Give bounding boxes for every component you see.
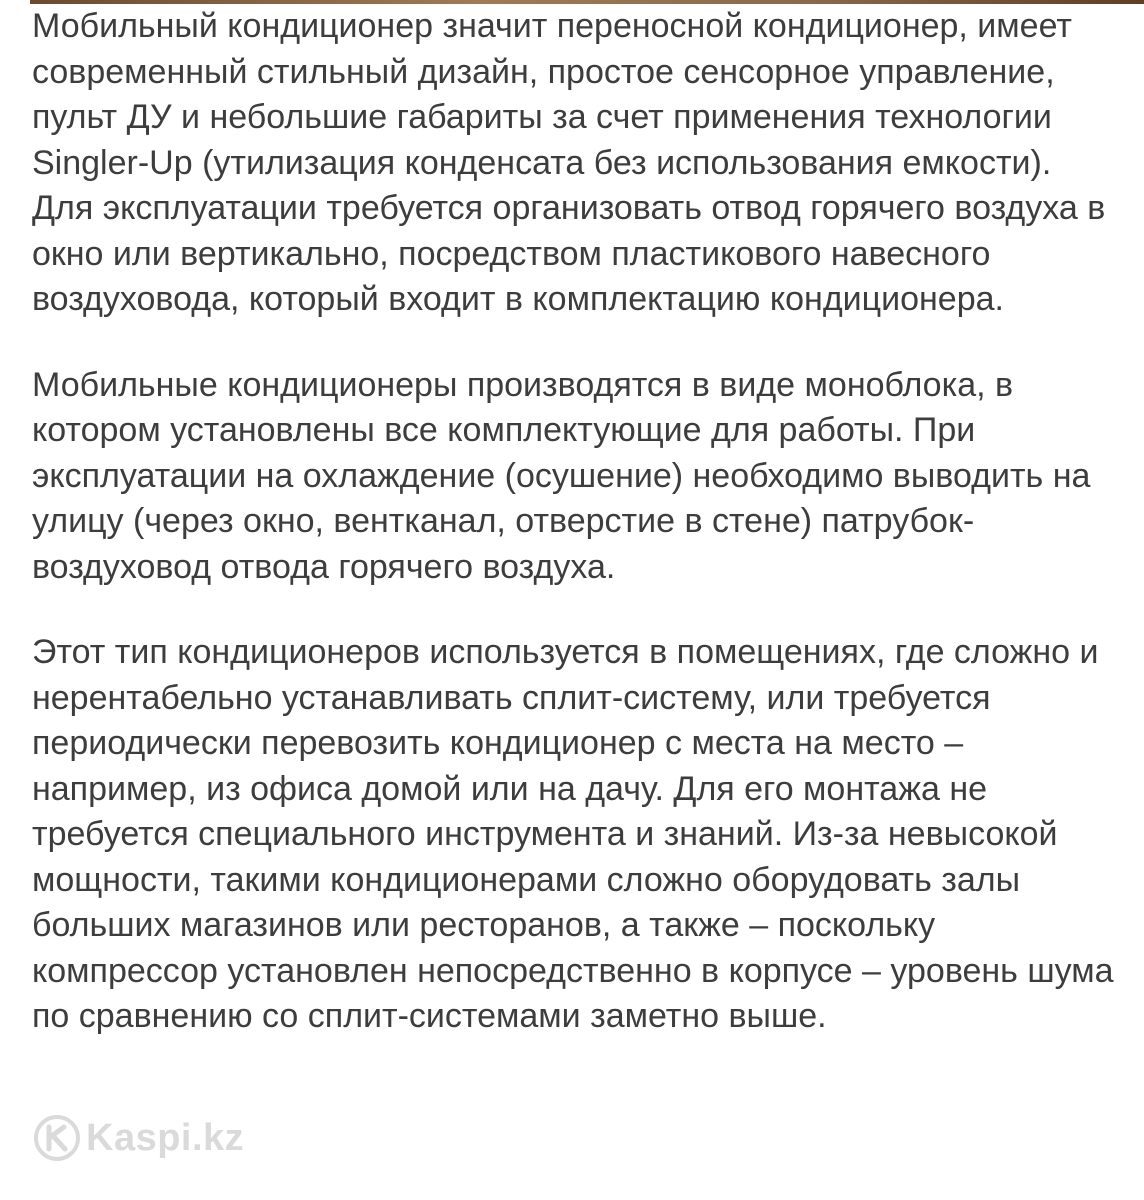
paragraph-3: Этот тип кондиционеров используется в помещениях, где сложно и нерентабельно устанавливать сплит-систему, или требуется периодически перевозить кондиционер с места на место – например, из офиса домой или на дачу. Для его монтажа не требуется специального инструмента и знаний. Из-за невысокой мощности, такими кондиционерами сложно оборудовать залы больших магазинов или ресторанов, а также – поскольку компрессор установлен непосредственно в корпусе – уровень шума по сравнению со сплит-системами заметно выше.	[32, 633, 1114, 1035]
paragraph-2: Мобильные кондиционеры производятся в виде моноблока, в котором установлены все комплектующие для работы. При эксплуатации на охлаждение (осушение) необходимо выводить на улицу (через окно, вентканал, отверстие в стене) патрубок-воздуховод отвода горячего воздуха.	[32, 365, 1091, 586]
watermark-text: Kaspi.kz	[86, 1116, 245, 1159]
kaspi-logo-icon	[34, 1115, 80, 1161]
watermark	[34, 1112, 244, 1164]
article-body	[32, 4, 1122, 1080]
paragraph-1: Мобильный кондиционер значит переносной кондиционер, имеет современный стильный дизайн, простое сенсорное управление, пульт ДУ и небольшие габариты за счет применения технологии Singler-Up (утилизация конденсата без использования емкости). Для эксплуатации требуется организовать отвод горячего воздуха в окно или вертикально, посредством пластикового навесного воздуховода, который входит в комплектацию кондиционера.	[32, 7, 1106, 318]
